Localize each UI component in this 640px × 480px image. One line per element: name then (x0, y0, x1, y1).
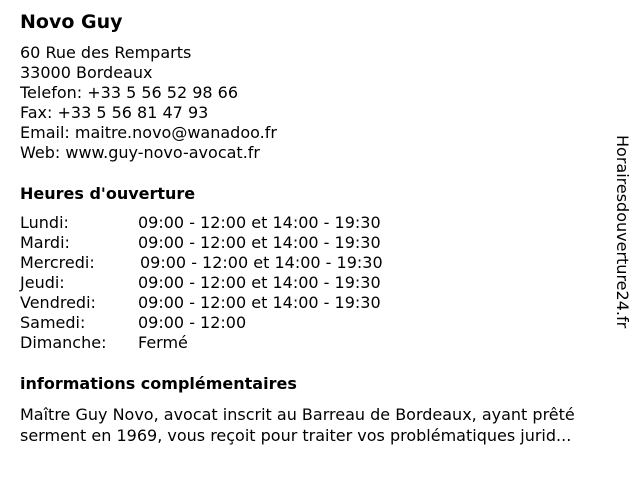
hours-day: Mercredi: (20, 253, 95, 272)
hours-time: 09:00 - 12:00 et 14:00 - 19:30 (138, 293, 381, 312)
address-city: 33000 Bordeaux (20, 63, 153, 82)
site-watermark: Horairesdouverture24.fr (613, 135, 632, 329)
hours-time: 09:00 - 12:00 (138, 313, 247, 332)
hours-day: Lundi: (20, 213, 69, 232)
additional-info-title: informations complémentaires (20, 374, 297, 393)
contact-block (20, 43, 277, 163)
additional-info-text (20, 404, 630, 446)
email-line: Email: maitre.novo@wanadoo.fr (20, 123, 277, 142)
business-name: Novo Guy (20, 11, 123, 33)
hours-time: 09:00 - 12:00 et 14:00 - 19:30 (138, 273, 381, 292)
description-line: serment en 1969, vous reçoit pour traiter vos problématiques jurid... (20, 426, 572, 445)
hours-day: Jeudi: (20, 273, 65, 292)
address-street: 60 Rue des Remparts (20, 43, 192, 62)
web-line: Web: www.guy-novo-avocat.fr (20, 143, 260, 162)
hours-day: Vendredi: (20, 293, 96, 312)
phone-line: Telefon: +33 5 56 52 98 66 (20, 83, 239, 102)
hours-day: Samedi: (20, 313, 86, 332)
hours-day: Dimanche: (20, 333, 107, 352)
hours-time: 09:00 - 12:00 et 14:00 - 19:30 (138, 213, 381, 232)
hours-time: Fermé (138, 333, 188, 352)
fax-line: Fax: +33 5 56 81 47 93 (20, 103, 209, 122)
opening-hours-title: Heures d'ouverture (20, 184, 196, 203)
hours-day: Mardi: (20, 233, 70, 252)
description-line: Maître Guy Novo, avocat inscrit au Barreau de Bordeaux, ayant prêté (20, 405, 575, 424)
hours-time: 09:00 - 12:00 et 14:00 - 19:30 (140, 253, 383, 272)
hours-time: 09:00 - 12:00 et 14:00 - 19:30 (138, 233, 381, 252)
